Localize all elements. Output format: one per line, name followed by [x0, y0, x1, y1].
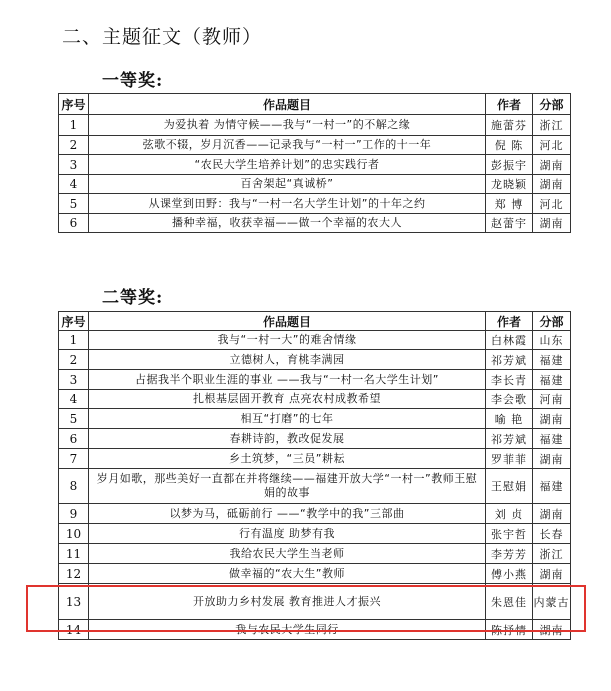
row-title: 岁月如歌，那些美好一直都在并将继续——福建开放大学“一村一”教师王慰娟的故事	[89, 469, 486, 504]
row-author: 彭振宇	[486, 155, 533, 175]
row-number: 3	[59, 370, 89, 390]
first-prize-heading: 一等奖:	[102, 71, 164, 91]
row-branch: 浙江	[533, 544, 571, 564]
row-author: 罗菲菲	[486, 449, 533, 469]
second-prize-heading: 二等奖:	[102, 288, 164, 308]
row-title: 做幸福的“农大生”教师	[89, 564, 486, 584]
table-row	[59, 136, 571, 155]
table-row	[59, 449, 571, 469]
row-branch: 湖南	[533, 620, 571, 640]
row-author: 张宇哲	[486, 524, 533, 544]
header-author: 作者	[486, 94, 533, 115]
row-branch: 河北	[533, 194, 571, 214]
table-row	[59, 390, 571, 409]
table-header-row	[59, 94, 571, 115]
row-number: 2	[59, 136, 89, 155]
row-title: 扎根基层固开教育 点亮农村成教希望	[89, 390, 486, 409]
row-title: “农民大学生培养计划”的忠实践行者	[89, 155, 486, 175]
row-number: 13	[59, 584, 89, 620]
row-branch: 浙江	[533, 115, 571, 136]
row-title: 我与“一村一大”的难舍情缘	[89, 331, 486, 350]
row-author: 郑 博	[486, 194, 533, 214]
row-author: 祁芳斌	[486, 350, 533, 370]
row-number: 9	[59, 504, 89, 524]
table-row	[59, 620, 571, 640]
row-number: 7	[59, 449, 89, 469]
table-row	[59, 115, 571, 136]
header-author: 作者	[486, 312, 533, 331]
row-number: 4	[59, 175, 89, 194]
row-title: 从课堂到田野：我与“一村一名大学生计划”的十年之约	[89, 194, 486, 214]
table-row	[59, 194, 571, 214]
row-title: 立德树人，育桃李满园	[89, 350, 486, 370]
row-title: 占据我半个职业生涯的事业 ——我与“一村一名大学生计划”	[89, 370, 486, 390]
row-author: 刘 贞	[486, 504, 533, 524]
row-number: 12	[59, 564, 89, 584]
table-row	[59, 469, 571, 504]
row-author: 祁芳斌	[486, 429, 533, 449]
table-row	[59, 370, 571, 390]
header-branch: 分部	[533, 94, 571, 115]
row-author: 陈抒情	[486, 620, 533, 640]
row-branch: 长春	[533, 524, 571, 544]
section-title: 二、主题征文（教师）	[62, 26, 263, 48]
row-title: 春耕诗韵，教改促发展	[89, 429, 486, 449]
row-branch: 福建	[533, 350, 571, 370]
row-title: 弦歌不辍，岁月沉香——记录我与“一村一”工作的十一年	[89, 136, 486, 155]
row-title: 行有温度 助梦有我	[89, 524, 486, 544]
row-branch: 湖南	[533, 409, 571, 429]
row-branch: 河北	[533, 136, 571, 155]
row-title: 为爱执着 为情守候——我与“一村一”的不解之缘	[89, 115, 486, 136]
row-title: 播种幸福，收获幸福——做一个幸福的农大人	[89, 214, 486, 233]
row-number: 5	[59, 194, 89, 214]
table-row	[59, 584, 571, 620]
second-prize-table	[58, 311, 571, 640]
row-author: 倪 陈	[486, 136, 533, 155]
table-row	[59, 544, 571, 564]
row-number: 11	[59, 544, 89, 564]
row-number: 6	[59, 429, 89, 449]
row-author: 施蕾芬	[486, 115, 533, 136]
row-number: 6	[59, 214, 89, 233]
row-branch: 湖南	[533, 564, 571, 584]
row-title: 我与农民大学生同行	[89, 620, 486, 640]
row-branch: 湖南	[533, 504, 571, 524]
header-no: 序号	[59, 94, 89, 115]
row-branch: 湖南	[533, 214, 571, 233]
row-title: 乡土筑梦，“三员”耕耘	[89, 449, 486, 469]
table-row	[59, 175, 571, 194]
row-number: 10	[59, 524, 89, 544]
row-number: 2	[59, 350, 89, 370]
row-branch: 福建	[533, 370, 571, 390]
row-branch: 福建	[533, 429, 571, 449]
table-row	[59, 564, 571, 584]
row-author: 李芳芳	[486, 544, 533, 564]
row-number: 14	[59, 620, 89, 640]
row-title: 我给农民大学生当老师	[89, 544, 486, 564]
table-row	[59, 331, 571, 350]
row-number: 3	[59, 155, 89, 175]
row-author: 李长青	[486, 370, 533, 390]
header-title: 作品题目	[89, 312, 486, 331]
row-branch: 福建	[533, 469, 571, 504]
table-row	[59, 524, 571, 544]
table-header-row	[59, 312, 571, 331]
row-branch: 湖南	[533, 155, 571, 175]
row-number: 1	[59, 115, 89, 136]
row-author: 王慰娟	[486, 469, 533, 504]
table-row	[59, 155, 571, 175]
row-author: 李会歌	[486, 390, 533, 409]
row-author: 朱恩佳	[486, 584, 533, 620]
header-title: 作品题目	[89, 94, 486, 115]
table-row	[59, 214, 571, 233]
table-row	[59, 409, 571, 429]
row-branch: 内蒙古	[533, 584, 571, 620]
row-branch: 山东	[533, 331, 571, 350]
row-branch: 湖南	[533, 175, 571, 194]
table-row	[59, 504, 571, 524]
table-row	[59, 350, 571, 370]
row-title: 以梦为马，砥砺前行 ——“教学中的我”三部曲	[89, 504, 486, 524]
row-title: 百舍架起“真诚桥”	[89, 175, 486, 194]
row-number: 1	[59, 331, 89, 350]
table-row	[59, 429, 571, 449]
row-author: 赵蕾宇	[486, 214, 533, 233]
first-prize-table	[58, 93, 571, 233]
row-title: 开放助力乡村发展 教育推进人才振兴	[89, 584, 486, 620]
row-author: 傅小燕	[486, 564, 533, 584]
row-number: 8	[59, 469, 89, 504]
row-number: 5	[59, 409, 89, 429]
row-branch: 湖南	[533, 449, 571, 469]
header-branch: 分部	[533, 312, 571, 331]
row-author: 喻 艳	[486, 409, 533, 429]
row-number: 4	[59, 390, 89, 409]
row-author: 白林霞	[486, 331, 533, 350]
row-title: 相互“打磨”的七年	[89, 409, 486, 429]
row-branch: 河南	[533, 390, 571, 409]
header-no: 序号	[59, 312, 89, 331]
row-author: 龙晓颖	[486, 175, 533, 194]
